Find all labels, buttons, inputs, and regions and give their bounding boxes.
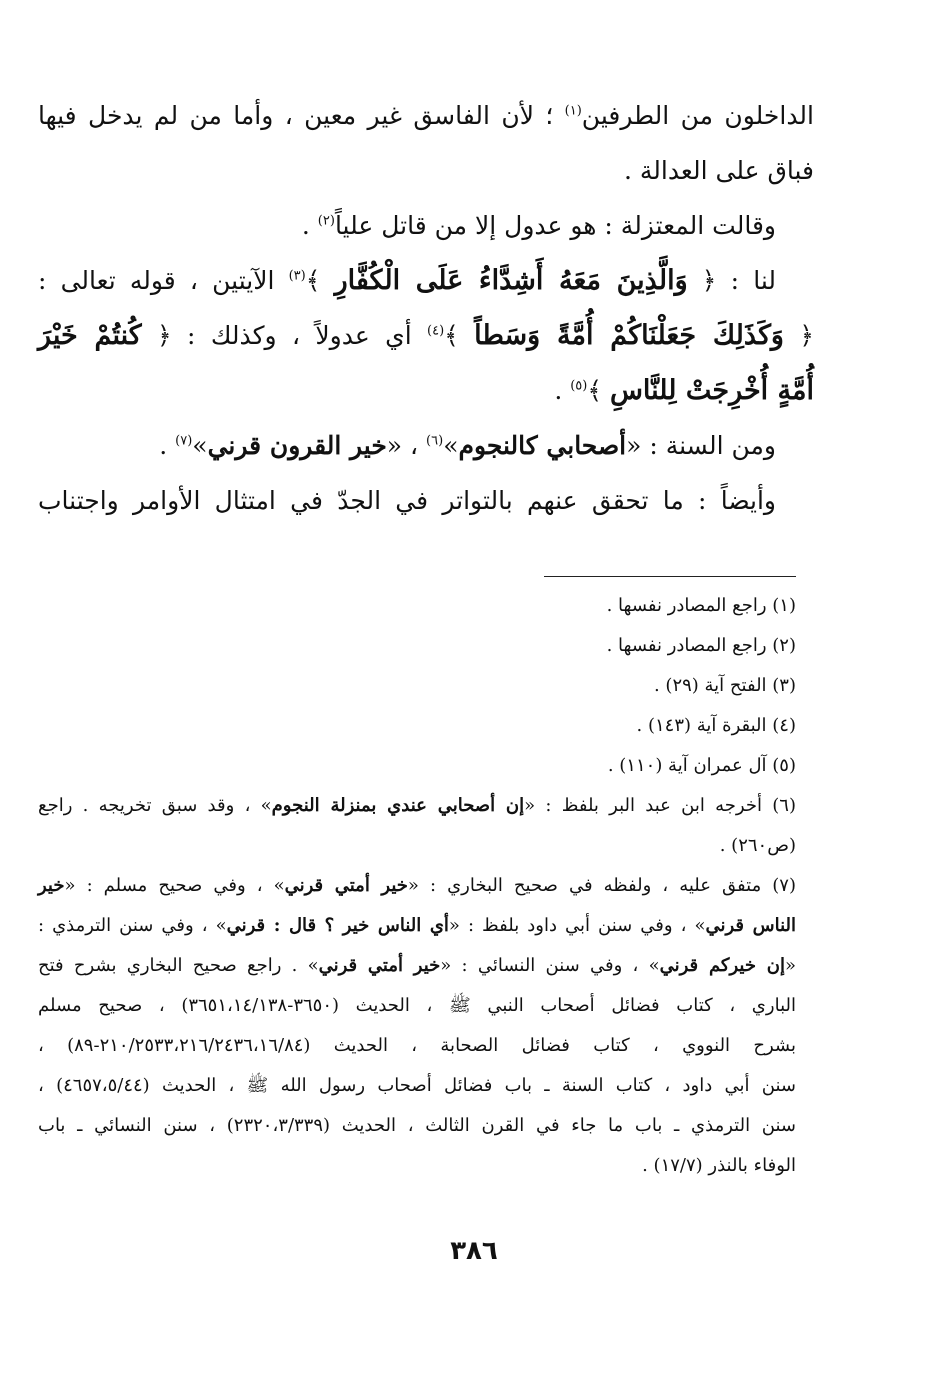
footnotes <box>38 594 796 1178</box>
footnote-7-line-2: الناس قرني» ، وفي سنن أبي داود بلفظ : «أي الناس خير ؟ قال : قرني» ، وفي سنن الترمذي : <box>38 915 796 936</box>
hadith-quote: أصحابي كالنجوم <box>458 431 627 460</box>
quran-verse: كُنتُمْ خَيْرَ <box>38 320 142 351</box>
text-line-4: لنا : ﴿ وَالَّذِينَ مَعَهُ أَشِدَّاءُ عَلَى الْكُفَّارِ ﴾$^{(٣)}$ الآيتين ، قوله تعالى : <box>38 265 776 296</box>
quran-verse: أُمَّةٍ أُخْرِجَتْ لِلنَّاسِ <box>609 375 814 406</box>
footnote-2: (٢) راجع المصادر نفسها . <box>606 635 796 656</box>
footnote-6: (٦) أخرجه ابن عبد البر بلفظ : «إن أصحابي عندي بمنزلة النجوم» ، وقد سبق تخريجه . راجع <box>38 795 796 816</box>
text-line-8: وأيضاً : ما تحقق عنهم بالتواتر في الجدّ في امتثال الأوامر واجتناب <box>38 486 776 515</box>
footnote-1: (١) راجع المصادر نفسها . <box>606 595 796 616</box>
text-line-3: وقالت المعتزلة : هو عدول إلا من قاتل علياً$^{(٢)}$ . <box>301 211 776 240</box>
quran-verse: وَكَذَلِكَ جَعَلْنَاكُمْ أُمَّةً وَسَطاً <box>474 320 784 351</box>
page-number: ٣٨٦ <box>450 1236 498 1266</box>
text-line-1: الداخلون من الطرفين$^{(١)}$ ؛ لأن الفاسق غير معين ، وأما من لم يدخل فيها <box>38 101 814 130</box>
footnote-7-line-5: بشرح النووي ، كتاب فضائل الصحابة ، الحديث (٢١٠/٢٥٣٣،٢١٦/٢٤٣٦،١٦/٨٤-٨٩) ، <box>38 1035 796 1056</box>
footnote-6-cont: (ص٢٦٠) . <box>719 835 796 856</box>
footnote-separator <box>544 576 796 577</box>
text-line-2: فباق على العدالة . <box>623 156 814 185</box>
footnote-7-line-6: سنن أبي داود ، كتاب السنة ـ باب فضائل أصحاب رسول الله ﷺ ، الحديث (٤٦٥٧،٥/٤٤) ، <box>38 1075 796 1096</box>
footnote-3: (٣) الفتح آية (٢٩) . <box>653 675 796 696</box>
footnote-7: (٧) متفق عليه ، ولفظه في صحيح البخاري : «خير أمتي قرني» ، وفي صحيح مسلم : «خير <box>38 875 796 896</box>
footnote-4: (٤) البقرة آية (١٤٣) . <box>636 715 796 736</box>
footnote-7-line-3: «إن خيركم قرني» ، وفي سنن النسائي : «خير أمتي قرني» . راجع صحيح البخاري بشرح فتح <box>38 955 796 976</box>
footnote-7-line-4: الباري ، كتاب فضائل أصحاب النبي ﷺ ، الحديث (٣٦٥٠-٣٦٥١،١٤/١٣٨) ، صحيح مسلم <box>38 995 796 1016</box>
footnote-5: (٥) آل عمران آية (١١٠) . <box>607 755 796 776</box>
footnote-7-line-7: سنن الترمذي ـ باب ما جاء في القرن الثالث ، الحديث (٢٣٢٠،٣/٣٣٩) ، سنن النسائي ـ باب <box>38 1115 796 1136</box>
text-line-7: ومن السنة : «أصحابي كالنجوم»$^{(٦)}$ ، «خير القرون قرني»$^{(٧)}$ . <box>159 431 776 460</box>
text-line-5: ﴿ وَكَذَلِكَ جَعَلْنَاكُمْ أُمَّةً وَسَطاً ﴾$^{(٤)}$ أي عدولاً ، وكذلك : ﴿ كُنتُمْ خَيْرَ <box>38 320 814 351</box>
text-line-6: أُمَّةٍ أُخْرِجَتْ لِلنَّاسِ ﴾$^{(٥)}$ . <box>554 375 814 406</box>
main-text <box>38 96 814 517</box>
footnote-7-line-8: الوفاء بالنذر (١٧/٧) . <box>642 1155 796 1176</box>
hadith-quote: خير القرون قرني <box>207 431 387 460</box>
quran-verse: وَالَّذِينَ مَعَهُ أَشِدَّاءُ عَلَى الْكُفَّارِ <box>334 265 688 296</box>
